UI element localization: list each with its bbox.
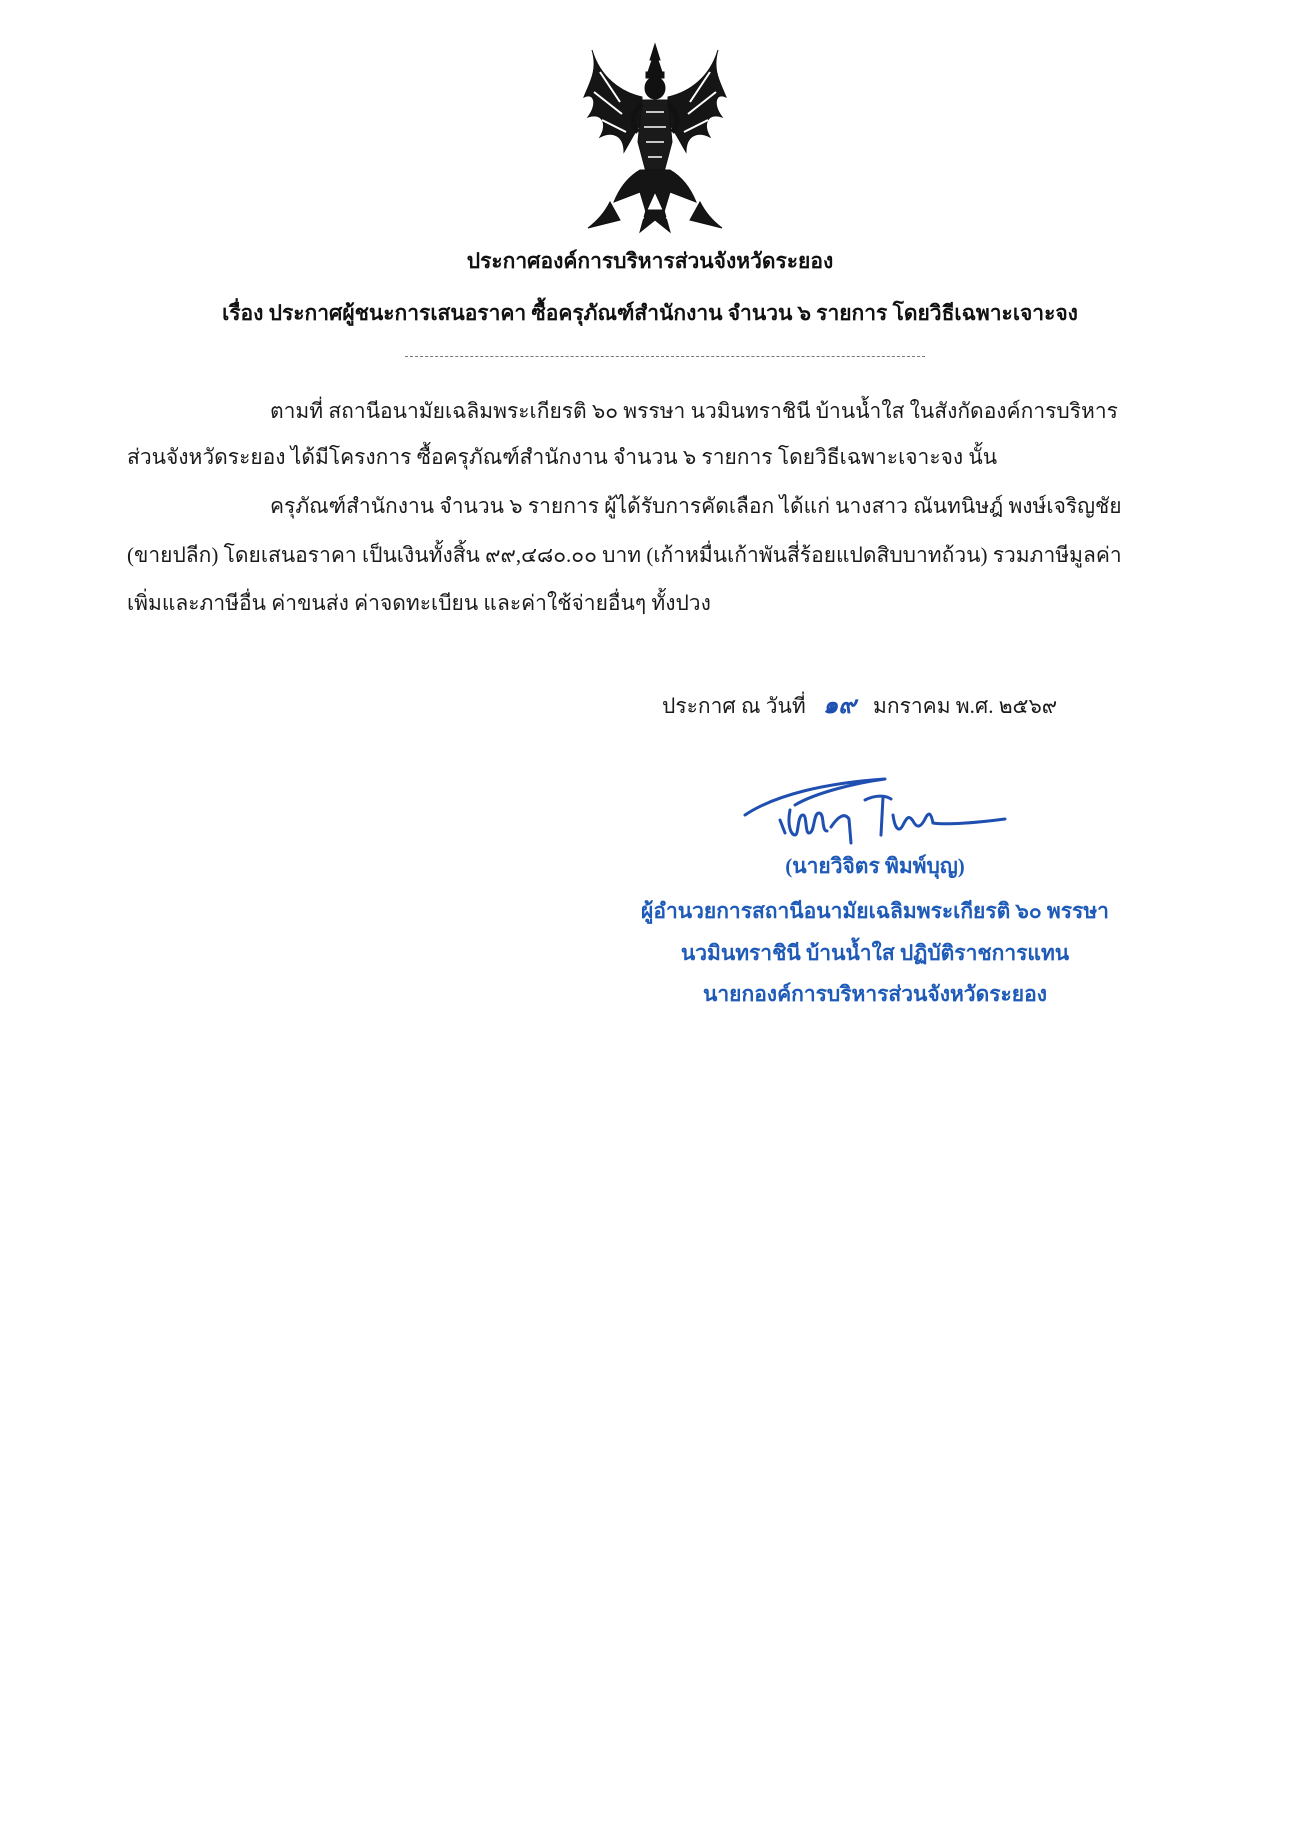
signatory-position-line: นวมินทราชินี บ้านน้ำใส ปฏิบัติราชการแทน <box>680 941 1070 965</box>
announcement-date <box>662 685 1057 724</box>
date-suffix: มกราคม พ.ศ. ๒๕๖๙ <box>873 694 1058 718</box>
document-subject: เรื่อง ประกาศผู้ชนะการเสนอราคา ซื้อครุภัณฑ์สำนักงาน จำนวน ๖ รายการ โดยวิธีเฉพาะเจาะจง <box>222 301 1078 325</box>
date-day-handwritten: ๑๙ <box>822 693 856 719</box>
body-paragraph-line: ส่วนจังหวัดระยอง ได้มีโครงการ ซื้อครุภัณฑ์สำนักงาน จำนวน ๖ รายการ โดยวิธีเฉพาะเจาะจง นั้น <box>127 445 998 469</box>
body-paragraph-line: เพิ่มและภาษีอื่น ค่าขนส่ง ค่าจดทะเบียน และค่าใช้จ่ายอื่นๆ ทั้งปวง <box>127 591 711 615</box>
signatory-name: (นายวิจิตร พิมพ์บุญ) <box>785 854 965 878</box>
date-prefix: ประกาศ ณ วันที่ <box>662 694 806 718</box>
body-paragraph-line: ตามที่ สถานีอนามัยเฉลิมพระเกียรติ ๖๐ พรรษา นวมินทราชินี บ้านน้ำใส ในสังกัดองค์การบริหาร <box>270 399 1118 423</box>
document-title: ประกาศองค์การบริหารส่วนจังหวัดระยอง <box>466 249 834 273</box>
signatory-position-line: ผู้อำนวยการสถานีอนามัยเฉลิมพระเกียรติ ๖๐ พรรษา <box>641 899 1109 923</box>
garuda-emblem-icon <box>580 42 730 237</box>
body-paragraph-line: ครุภัณฑ์สำนักงาน จำนวน ๖ รายการ ผู้ได้รับการคัดเลือก ได้แก่ นางสาว ณันทนิษฎ์ พงษ์เจริญชัย <box>270 494 1122 518</box>
divider-line <box>405 356 925 357</box>
handwritten-signature <box>735 765 1015 860</box>
signatory-position-line: นายกองค์การบริหารส่วนจังหวัดระยอง <box>703 982 1047 1006</box>
body-paragraph-line: (ขายปลีก) โดยเสนอราคา เป็นเงินทั้งสิ้น ๙๙,๔๘๐.๐๐ บาท (เก้าหมื่นเก้าพันสี่ร้อยแปดสิบบาทถ้วน) รวมภาษีมูลค่า <box>127 543 1122 567</box>
